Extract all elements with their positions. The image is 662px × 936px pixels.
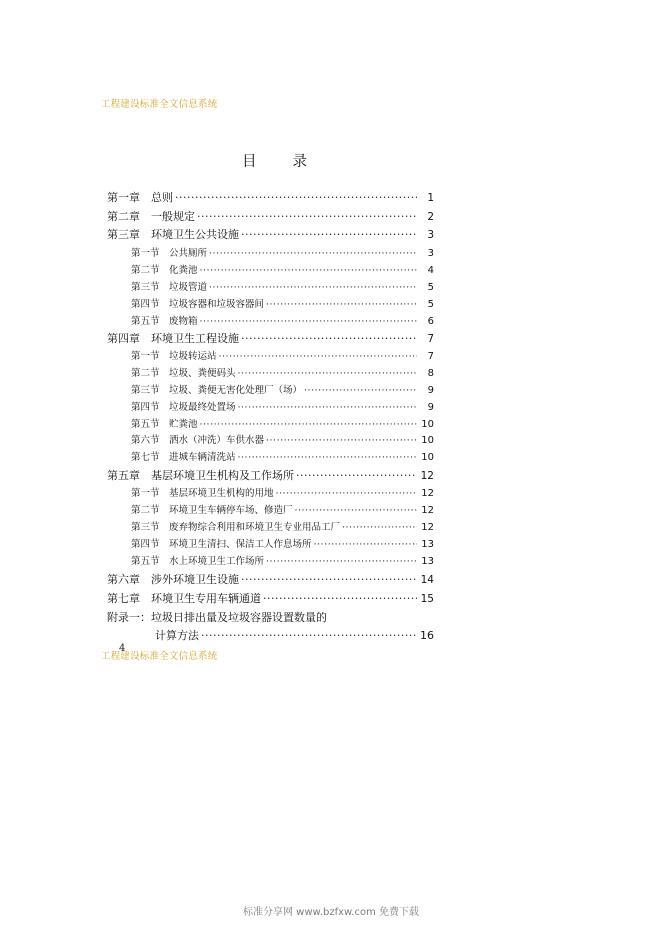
toc-entry-page: 15 <box>420 593 434 605</box>
watermark-top: 工程建设标准全文信息系统 <box>101 99 218 110</box>
toc-entry-page: 12 <box>421 488 434 499</box>
leader-dots <box>201 629 417 642</box>
toc-entry-page: 3 <box>427 248 434 259</box>
toc-entry-page: 4 <box>427 265 434 276</box>
toc-entry-label: 第七节 进城车辆清洗站 <box>131 452 236 463</box>
toc-entry-page: 5 <box>427 282 434 293</box>
toc-entry-label: 计算方法 <box>155 629 199 642</box>
leader-dots <box>238 368 417 379</box>
toc-entry-page: 7 <box>427 351 434 362</box>
toc-entry-label: 第一节 公共厕所 <box>131 248 208 259</box>
leader-dots <box>266 435 417 446</box>
toc-entry-page: 5 <box>427 299 434 310</box>
toc-entry-label: 第五章 基层环境卫生机构及工作场所 <box>107 469 294 482</box>
toc-entry-section[interactable] <box>131 485 434 499</box>
toc-entry-label: 第五节 水上环境卫生工作场所 <box>131 556 265 567</box>
toc-entry-page: 12 <box>420 470 434 482</box>
toc-entry-label: 第二节 化粪池 <box>131 265 198 276</box>
toc-entry-section[interactable] <box>131 262 434 276</box>
leader-dots <box>238 452 417 463</box>
toc-entry-section[interactable] <box>131 296 434 310</box>
toc-entry-section[interactable] <box>131 245 434 259</box>
leader-dots <box>304 385 417 396</box>
toc-entry-label: 第一章 总则 <box>107 191 173 204</box>
toc-entry-chapter[interactable] <box>107 189 434 205</box>
leader-dots <box>296 469 417 482</box>
leader-dots <box>241 332 417 345</box>
toc-title <box>242 150 307 171</box>
page-number: 4 <box>119 643 126 654</box>
toc-entry-label: 第三节 废弃物综合利用和环境卫生专业用品工厂 <box>131 522 341 533</box>
leader-dots <box>266 299 417 310</box>
toc-title-char-1: 目 <box>242 154 257 170</box>
toc-entry-label: 第四章 环境卫生工程设施 <box>107 332 239 345</box>
leader-dots <box>263 592 417 605</box>
toc-entry-chapter[interactable] <box>107 467 434 483</box>
toc-entry-page: 12 <box>421 505 434 516</box>
toc-entry-label: 第三节 垃圾、粪便无害化处理厂（场） <box>131 385 303 396</box>
toc-entry-chapter[interactable] <box>107 208 434 224</box>
toc-entry-label: 第六章 涉外环境卫生设施 <box>107 573 239 586</box>
toc-entry-section[interactable] <box>131 519 434 533</box>
toc-entry-label: 第七章 环境卫生专用车辆通道 <box>107 592 261 605</box>
toc-entry-section[interactable] <box>131 536 434 550</box>
toc-entry-label: 第五节 废物箱 <box>131 316 198 327</box>
leader-dots <box>241 228 417 241</box>
toc-entry-page: 9 <box>427 385 434 396</box>
toc-entry-label: 第四节 垃圾最终处置场 <box>131 402 236 413</box>
toc-entry-page: 14 <box>420 574 434 586</box>
leader-dots <box>219 351 417 362</box>
toc-entry-page: 12 <box>421 522 434 533</box>
toc-entry-chapter[interactable] <box>107 330 434 346</box>
leader-dots <box>209 282 417 293</box>
leader-dots <box>200 419 417 430</box>
toc-entry-section[interactable] <box>131 432 434 446</box>
toc-entry-page: 16 <box>420 629 434 642</box>
leader-dots <box>200 316 417 327</box>
leader-dots <box>295 505 417 516</box>
watermark-bottom: 工程建设标准全文信息系统 <box>101 651 218 662</box>
toc-entry-label: 第二节 环境卫生车辆停车场、修造厂 <box>131 505 293 516</box>
leader-dots <box>241 573 417 586</box>
toc-entry-page: 10 <box>421 435 434 446</box>
toc-entry-section[interactable] <box>131 365 434 379</box>
leader-dots <box>197 210 417 223</box>
leader-dots <box>276 488 417 499</box>
leader-dots <box>266 556 417 567</box>
toc-entry-page: 1 <box>427 192 434 204</box>
toc-entry-page: 9 <box>427 402 434 413</box>
toc-entry-label: 第三章 环境卫生公共设施 <box>107 228 239 241</box>
toc-entry-label: 第四节 环境卫生清扫、保洁工人作息场所 <box>131 539 312 550</box>
toc-entry-chapter[interactable] <box>107 226 434 242</box>
leader-dots <box>200 265 417 276</box>
toc-entry-section[interactable] <box>131 313 434 327</box>
toc-entry-label: 第六节 洒水（冲洗）车供水器 <box>131 435 265 446</box>
toc-entry-page: 10 <box>421 419 434 430</box>
toc-entry-section[interactable] <box>131 279 434 293</box>
toc-entry-section[interactable] <box>131 449 434 463</box>
footer-download-note: 标准分享网 www.bzfxw.com 免费下载 <box>243 907 419 918</box>
toc-appendix-title[interactable]: 附录一：垃圾日排出量及垃圾容器设置数量的 <box>107 611 327 624</box>
toc-entry-appendix[interactable] <box>155 627 434 643</box>
toc-entry-label: 第一节 基层环境卫生机构的用地 <box>131 488 274 499</box>
toc-title-char-2: 录 <box>292 154 307 170</box>
toc-entry-label: 第五节 贮粪池 <box>131 419 198 430</box>
toc-entry-section[interactable] <box>131 348 434 362</box>
toc-entry-label: 第一节 垃圾转运站 <box>131 351 217 362</box>
toc-entry-label: 第四节 垃圾容器和垃圾容器间 <box>131 299 265 310</box>
toc-entry-section[interactable] <box>131 502 434 516</box>
toc-entry-section[interactable] <box>131 553 434 567</box>
toc-entry-section[interactable] <box>131 416 434 430</box>
leader-dots <box>209 248 417 259</box>
toc-entry-page: 2 <box>427 211 434 223</box>
toc-entry-section[interactable] <box>131 382 434 396</box>
toc-entry-label: 第二节 垃圾、粪便码头 <box>131 368 236 379</box>
toc-entry-chapter[interactable] <box>107 590 434 606</box>
toc-entry-page: 7 <box>427 333 434 345</box>
toc-entry-page: 13 <box>421 539 434 550</box>
toc-entry-page: 13 <box>421 556 434 567</box>
leader-dots <box>314 539 417 550</box>
toc-entry-section[interactable] <box>131 399 434 413</box>
toc-entry-page: 8 <box>427 368 434 379</box>
toc-entry-page: 3 <box>427 229 434 241</box>
toc-entry-page: 6 <box>427 316 434 327</box>
toc-entry-page: 10 <box>421 452 434 463</box>
toc-entry-label: 第三节 垃圾管道 <box>131 282 208 293</box>
leader-dots <box>342 522 417 533</box>
toc-entry-chapter[interactable] <box>107 571 434 587</box>
leader-dots <box>238 402 417 413</box>
toc-entry-label: 第二章 一般规定 <box>107 210 195 223</box>
leader-dots <box>175 191 417 204</box>
